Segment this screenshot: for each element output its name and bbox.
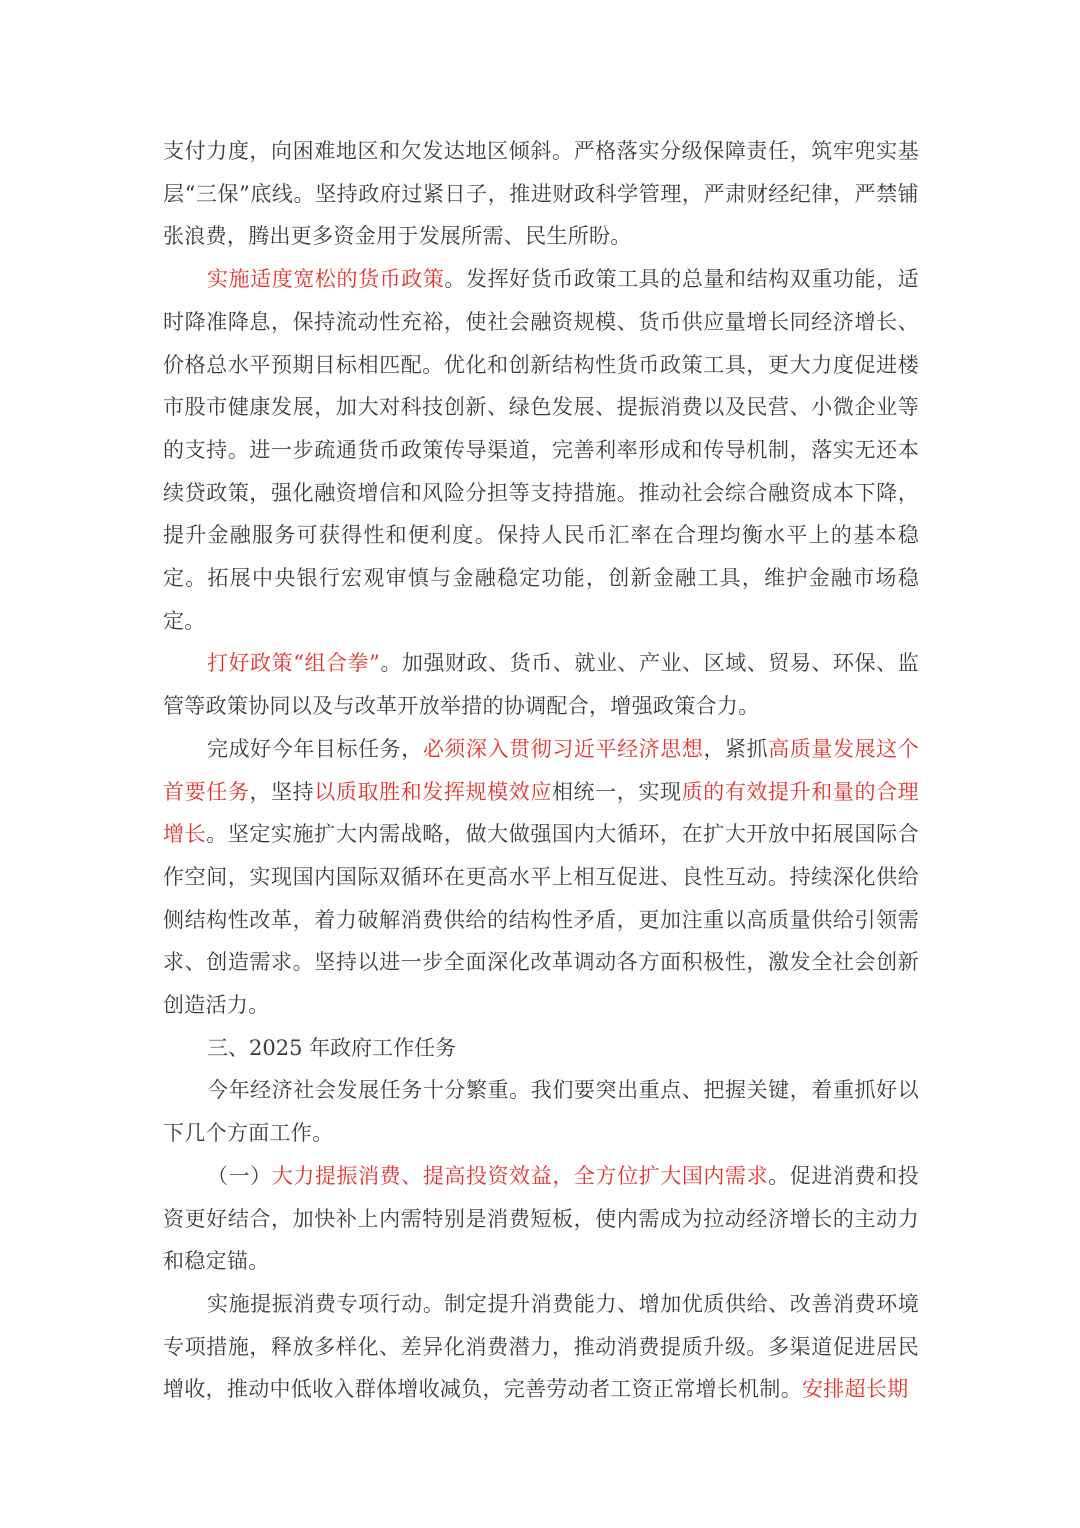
text-run: ，坚持 bbox=[249, 779, 315, 804]
highlight-run: 以质取胜和发挥规模效应 bbox=[314, 779, 552, 804]
paragraph-4 bbox=[163, 728, 919, 1027]
paragraph-5 bbox=[163, 1069, 919, 1154]
highlight-run: 高质量发展这个首要任务 bbox=[163, 736, 920, 804]
paragraph-2 bbox=[163, 258, 919, 642]
text-run: 。加强财政、货币、就业、产业、区域、贸易、环保、监管等政策协同以及与改革开放举措的协调配合，增强政策合力。 bbox=[163, 651, 920, 719]
text-run: 。促进消费和投资更好结合，加快补上内需特别是消费短板，使内需成为拉动经济增长的主动力和稳定锚。 bbox=[163, 1163, 920, 1274]
text-run: 今年经济社会发展任务十分繁重。我们要突出重点、把握关键，着重抓好以下几个方面工作。 bbox=[163, 1078, 919, 1146]
text-run: 。发挥好货币政策工具的总量和结构双重功能，适时降准降息，保持流动性充裕，使社会融资规模、货币供应量增长同经济增长、价格总水平预期目标相匹配。优化和创新结构性货币政策工具，更大力度促进楼市股市健康发展，加大对科技创新、绿色发展、提振消费以及民营、小微企业等的支持。进一步疏通货币政策传导渠道，完善利率形成和传导机制，落实无还本续贷政策，强化融资增信和风险分担等支持措施。推动社会综合融资成本下降，提升金融服务可获得性和便利度。保持人民币汇率在合理均衡水平上的基本稳定。拓展中央银行宏观审慎与金融稳定功能，创新金融工具，维护金融市场稳定。 bbox=[163, 267, 919, 633]
paragraph-3 bbox=[163, 642, 919, 727]
highlight-run: 安排超长期 bbox=[802, 1377, 909, 1402]
text-run: ，紧抓 bbox=[703, 736, 769, 761]
highlight-run: 实施适度宽松的货币政策 bbox=[207, 267, 445, 292]
paragraph-7 bbox=[163, 1283, 919, 1411]
section-heading bbox=[163, 1027, 919, 1070]
highlight-run: 必须深入贯彻习近平经济思想 bbox=[422, 736, 704, 761]
paragraph-6 bbox=[163, 1155, 919, 1283]
text-run: 。坚定实施扩大内需战略，做大做强国内大循环，在扩大开放中拓展国际合作空间，实现国内国际双循环在更高水平上相互促进、良性互动。持续深化供给侧结构性改革，着力破解消费供给的结构性矛盾，更加注重以高质量供给引领需求、创造需求。坚持以进一步全面深化改革调动各方面积极性，激发全社会创新创造活力。 bbox=[163, 822, 919, 1018]
highlight-run: 质的有效提升和量的合理增长 bbox=[163, 779, 919, 847]
paragraph-1 bbox=[163, 130, 919, 258]
text-run: 完成好今年目标任务， bbox=[207, 736, 423, 761]
text-run: 支付力度，向困难地区和欠发达地区倾斜。严格落实分级保障责任，筑牢兜实基层“三保”底线。坚持政府过紧日子，推进财政科学管理，严肃财经纪律，严禁铺张浪费，腾出更多资金用于发展所需、民生所盼。 bbox=[163, 139, 919, 249]
text-run: （一） bbox=[207, 1163, 272, 1188]
text-run: 相统一，实现 bbox=[551, 779, 682, 804]
heading-text: 三、2025 年政府工作任务 bbox=[207, 1035, 457, 1060]
highlight-run: 大力提振消费、提高投资效益，全方位扩大国内需求 bbox=[271, 1163, 769, 1188]
document-page bbox=[163, 130, 919, 1411]
text-run: 实施提振消费专项行动。制定提升消费能力、增加优质供给、改善消费环境专项措施，释放多样化、差异化消费潜力，推动消费提质升级。多渠道促进居民增收，推动中低收入群体增收减负，完善劳动者工资正常增长机制。 bbox=[163, 1291, 919, 1402]
highlight-run: 打好政策“组合拳” bbox=[207, 651, 381, 676]
